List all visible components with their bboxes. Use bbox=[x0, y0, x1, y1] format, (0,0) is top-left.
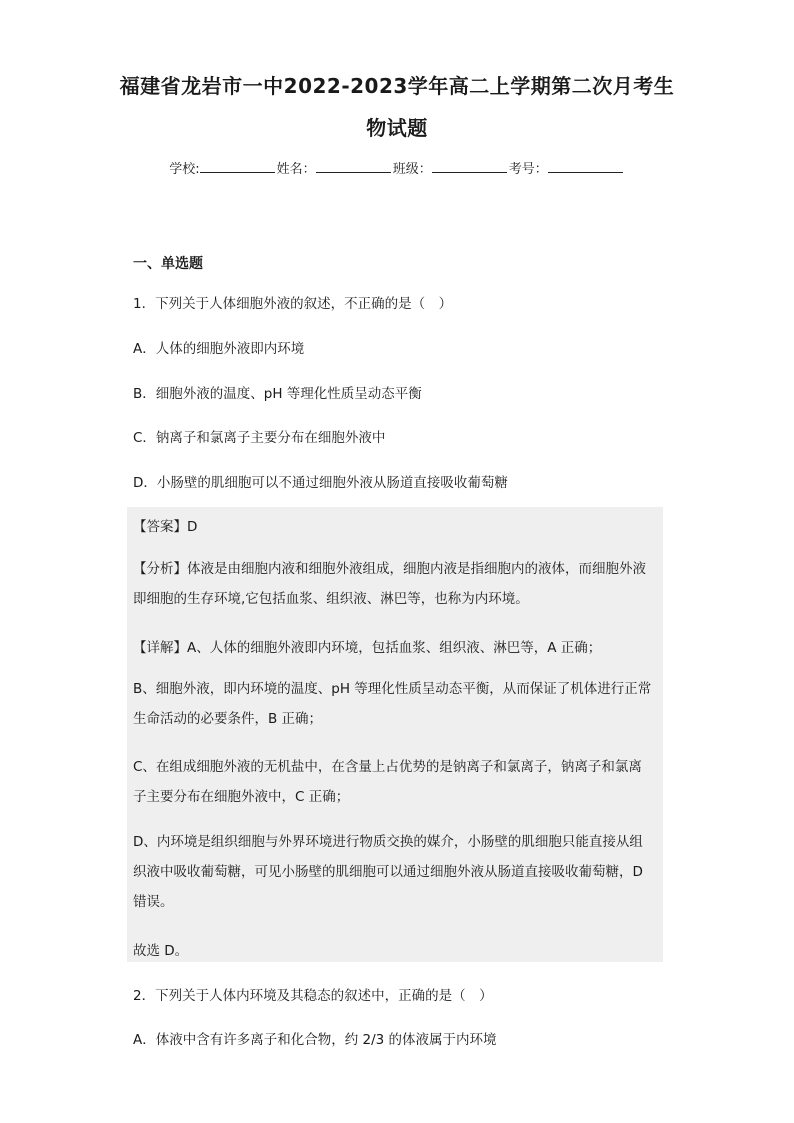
school-blank[interactable] bbox=[200, 160, 275, 173]
detail-line: 子主要分布在细胞外液中，C 正确； bbox=[133, 789, 350, 805]
question-1-option-a: A．人体的细胞外液即内环境 bbox=[133, 341, 305, 357]
question-1-answer: 【答案】D bbox=[133, 519, 198, 535]
detail-line: 生命活动的必要条件，B 正确； bbox=[133, 711, 323, 727]
question-1-detail-d bbox=[133, 827, 661, 917]
exam-number-label: 考号： bbox=[508, 162, 548, 177]
detail-line: 织液中吸收葡萄糖，可见小肠壁的肌细胞可以通过细胞外液从肠道直接吸收葡萄糖，D bbox=[133, 864, 643, 880]
question-2-option-a: A．体液中含有许多离子和化合物，约 2/3 的体液属于内环境 bbox=[133, 1032, 497, 1048]
detail-line: D、内环境是组织细胞与外界环境进行物质交换的媒介，小肠壁的肌细胞只能直接从组 bbox=[133, 834, 643, 850]
detail-line: C、在组成细胞外液的无机盐中，在含量上占优势的是钠离子和氯离子，钠离子和氯离 bbox=[133, 759, 642, 775]
class-label: 班级： bbox=[392, 162, 432, 177]
question-1-detail-b bbox=[133, 674, 661, 734]
question-2-stem: 2．下列关于人体内环境及其稳态的叙述中，正确的是（ ） bbox=[133, 988, 493, 1004]
student-info-line bbox=[0, 158, 794, 177]
question-1-option-c: C．钠离子和氯离子主要分布在细胞外液中 bbox=[133, 430, 386, 446]
name-blank[interactable] bbox=[316, 160, 391, 173]
exam-number-blank[interactable] bbox=[548, 160, 623, 173]
section-heading: 一、单选题 bbox=[133, 256, 203, 272]
detail-line: 错误。 bbox=[133, 894, 174, 910]
name-label: 姓名： bbox=[276, 162, 316, 177]
class-blank[interactable] bbox=[432, 160, 507, 173]
question-1-stem: 1．下列关于人体细胞外液的叙述，不正确的是（ ） bbox=[133, 296, 453, 312]
analysis-line: 即细胞的生存环境,它包括血浆、组织液、淋巴等，也称为内环境。 bbox=[133, 591, 529, 607]
question-1-option-d: D．小肠壁的肌细胞可以不通过细胞外液从肠道直接吸收葡萄糖 bbox=[133, 475, 508, 491]
page-title-line-2: 物试题 bbox=[366, 116, 428, 140]
question-1-conclusion: 故选 D。 bbox=[133, 943, 189, 959]
question-1-detail-c bbox=[133, 752, 661, 812]
question-1-detail-a: 【详解】A、人体的细胞外液即内环境，包括血浆、组织液、淋巴等，A 正确； bbox=[133, 640, 602, 656]
detail-line: B、细胞外液，即内环境的温度、pH 等理化性质呈动态平衡，从而保证了机体进行正常 bbox=[133, 681, 652, 697]
question-1-option-b: B．细胞外液的温度、pH 等理化性质呈动态平衡 bbox=[133, 386, 422, 402]
analysis-line: 【分析】体液是由细胞内液和细胞外液组成，细胞内液是指细胞内的液体，而细胞外液 bbox=[133, 561, 646, 577]
page-title-line-1: 福建省龙岩市一中2022-2023学年高二上学期第二次月考生 bbox=[119, 74, 675, 98]
school-label: 学校: bbox=[169, 162, 200, 177]
question-1-analysis bbox=[133, 554, 661, 614]
